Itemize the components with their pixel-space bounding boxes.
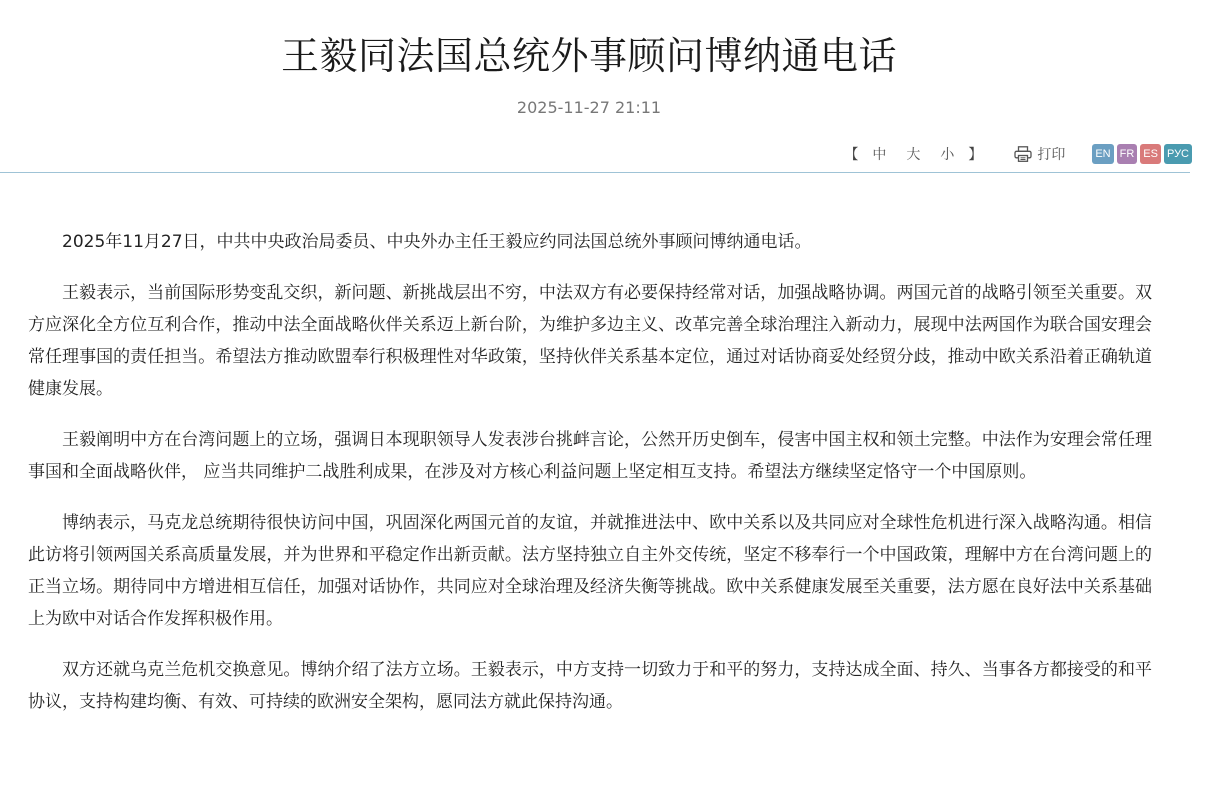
printer-icon bbox=[1014, 146, 1032, 162]
article-paragraph: 2025年11月27日，中共中央政治局委员、中央外办主任王毅应约同法国总统外事顾问博纳通电话。 bbox=[62, 232, 812, 252]
article-paragraph: 王毅阐明中方在台湾问题上的立场，强调日本现职领导人发表涉台挑衅言论，公然开历史倒车，侵害中国主权和领土完整。中法作为安理会常任理事国和全面战略伙伴， 应当共同维护二战胜利成果，在涉及对方核心利益问题上坚定相互支持。希望法方继续坚定恪守一个中国原则。 bbox=[28, 430, 1152, 482]
bracket-open: 【 bbox=[844, 147, 859, 163]
language-fr-button[interactable]: FR bbox=[1117, 144, 1138, 164]
header-divider bbox=[0, 172, 1190, 173]
article-paragraph: 王毅表示，当前国际形势变乱交织，新问题、新挑战层出不穷，中法双方有必要保持经常对话，加强战略协调。两国元首的战略引领至关重要。双方应深化全方位互利合作，推动中法全面战略伙伴关系迈上新台阶，为维护多边主义、改革完善全球治理注入新动力，展现中法两国作为联合国安理会常任理事国的责任担当。希望法方推动欧盟奉行积极理性对华政策，坚持伙伴关系基本定位，通过对话协商妥处经贸分歧，推动中欧关系沿着正确轨道健康发展。 bbox=[28, 283, 1152, 399]
article-title: 王毅同法国总统外事顾问博纳通电话 bbox=[280, 34, 897, 78]
language-en-button[interactable]: EN bbox=[1092, 144, 1113, 164]
article-toolbar bbox=[840, 142, 1192, 166]
print-button[interactable] bbox=[1014, 144, 1065, 164]
article-paragraph: 双方还就乌克兰危机交换意见。博纳介绍了法方立场。王毅表示，中方支持一切致力于和平的努力，支持达成全面、持久、当事各方都接受的和平协议，支持构建均衡、有效、可持续的欧洲安全架构，愿同法方就此保持沟通。 bbox=[28, 660, 1152, 712]
font-size-medium[interactable]: 中 bbox=[872, 147, 887, 163]
bracket-close: 】 bbox=[968, 147, 983, 163]
publish-time: 2025-11-27 21:11 bbox=[516, 98, 662, 117]
article-body bbox=[28, 226, 1152, 737]
font-size-small[interactable]: 小 bbox=[940, 147, 955, 163]
font-size-switcher bbox=[840, 144, 986, 164]
font-size-large[interactable]: 大 bbox=[906, 147, 921, 163]
language-switcher bbox=[1089, 144, 1192, 164]
print-label: 打印 bbox=[1037, 147, 1066, 163]
language-рус-button[interactable]: РУС bbox=[1164, 144, 1192, 164]
article-paragraph: 博纳表示，马克龙总统期待很快访问中国，巩固深化两国元首的友谊，并就推进法中、欧中关系以及共同应对全球性危机进行深入战略沟通。相信此访将引领两国关系高质量发展，并为世界和平稳定作出新贡献。法方坚持独立自主外交传统，坚定不移奉行一个中国政策，理解中方在台湾问题上的正当立场。期待同中方增进相互信任，加强对话协作，共同应对全球治理及经济失衡等挑战。欧中关系健康发展至关重要，法方愿在良好法中关系基础上为欧中对话合作发挥积极作用。 bbox=[28, 513, 1152, 629]
language-es-button[interactable]: ES bbox=[1140, 144, 1161, 164]
